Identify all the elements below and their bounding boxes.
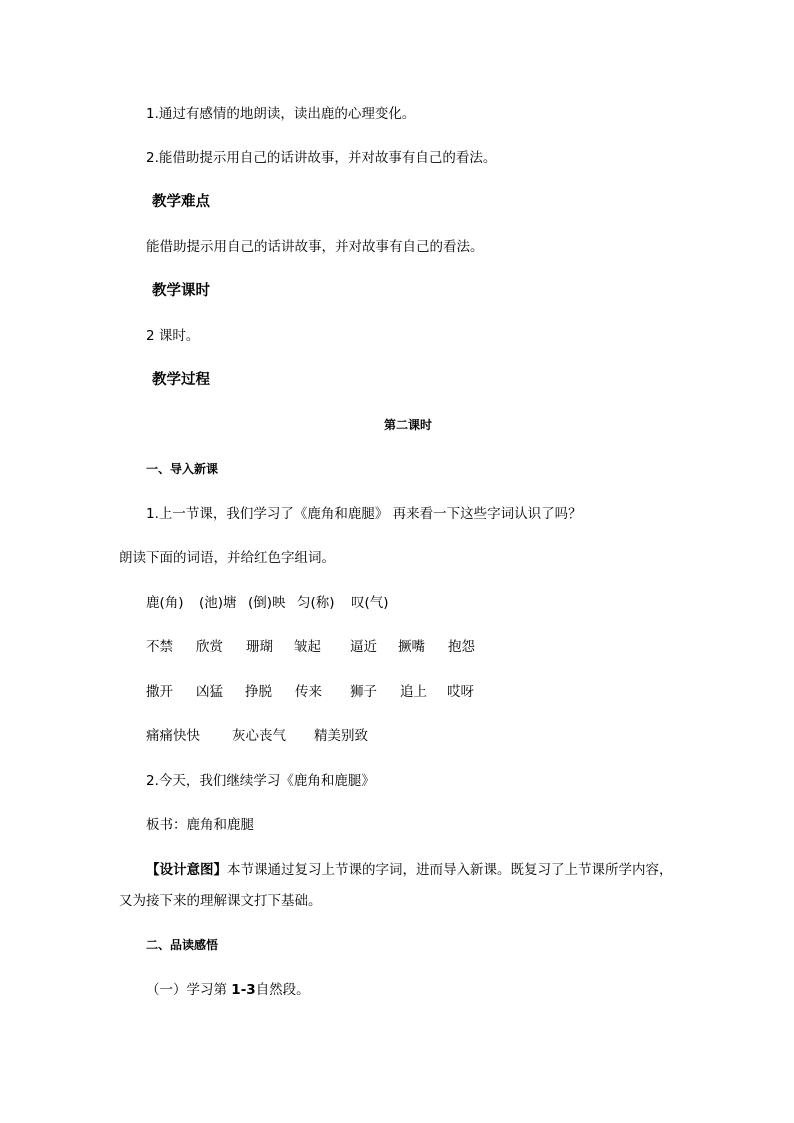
- word-row-3: [146, 683, 474, 701]
- word-item: 狮子: [350, 684, 377, 700]
- design-intent-text: 本节课通过复习上节课的字词，进而导入新课。既复习了上节课所学内容，: [227, 862, 673, 878]
- word-item: 欣赏: [196, 639, 223, 655]
- word-item: 追上: [400, 684, 427, 700]
- lesson-title: 第二课时: [384, 418, 433, 432]
- word-item: 凶猛: [196, 684, 223, 700]
- sub1-suffix: 自然段。: [255, 982, 310, 998]
- word-row-4: [146, 727, 368, 745]
- sub1-range: 1-3: [231, 982, 256, 998]
- word-item: 挣脱: [245, 684, 272, 700]
- word-item: 珊瑚: [246, 639, 273, 655]
- heading-difficulty: 教学难点: [152, 194, 210, 210]
- section1-instruction: 朗读下面的词语，并给红色字组词。: [119, 550, 335, 566]
- word-item: (池)塘: [199, 595, 237, 611]
- word-item: 不禁: [146, 639, 173, 655]
- word-item: 哎呀: [447, 684, 474, 700]
- design-intent-line-1: [146, 861, 673, 879]
- word-item: (倒)映: [248, 595, 286, 611]
- section2-sub1: [146, 981, 310, 999]
- section1-step2: 2.今天，我们继续学习《鹿角和鹿腿》: [146, 773, 375, 789]
- word-item: 痛痛快快: [146, 728, 200, 744]
- sub1-prefix: （一）学习第: [146, 982, 232, 998]
- word-item: 灰心丧气: [232, 728, 286, 744]
- word-item: 抱怨: [448, 639, 475, 655]
- word-item: 鹿(角): [146, 595, 184, 611]
- hours-text: 2 课时。: [146, 328, 200, 344]
- word-row-2: [146, 638, 475, 656]
- word-item: 传来: [295, 684, 322, 700]
- section1-step1: 1.上一节课，我们学习了《鹿角和鹿腿》 再来看一下这些字词认识了吗？: [146, 506, 582, 522]
- heading-process: 教学过程: [152, 372, 210, 388]
- word-item: 精美别致: [314, 728, 368, 744]
- word-item: 撒开: [146, 684, 173, 700]
- objective-item-1: 1.通过有感情的地朗读，读出鹿的心理变化。: [146, 106, 416, 122]
- word-item: 叹(气): [351, 595, 389, 611]
- word-item: 皱起: [294, 639, 321, 655]
- board-note: 板书：鹿角和鹿腿: [146, 817, 254, 833]
- word-item: 匀(称): [297, 595, 335, 611]
- section1-heading: 一、导入新课: [146, 462, 219, 476]
- word-item: 逼近: [350, 639, 377, 655]
- design-intent-label: 【设计意图】: [146, 862, 227, 878]
- heading-hours: 教学课时: [152, 283, 210, 299]
- design-intent-line-2: 又为接下来的理解课文打下基础。: [119, 893, 322, 909]
- word-item: 撅嘴: [398, 639, 425, 655]
- section2-heading: 二、品读感悟: [146, 938, 219, 952]
- word-row-1: [146, 594, 389, 612]
- objective-item-2: 2.能借助提示用自己的话讲故事，并对故事有自己的看法。: [146, 150, 497, 166]
- difficulty-text: 能借助提示用自己的话讲故事，并对故事有自己的看法。: [146, 239, 484, 255]
